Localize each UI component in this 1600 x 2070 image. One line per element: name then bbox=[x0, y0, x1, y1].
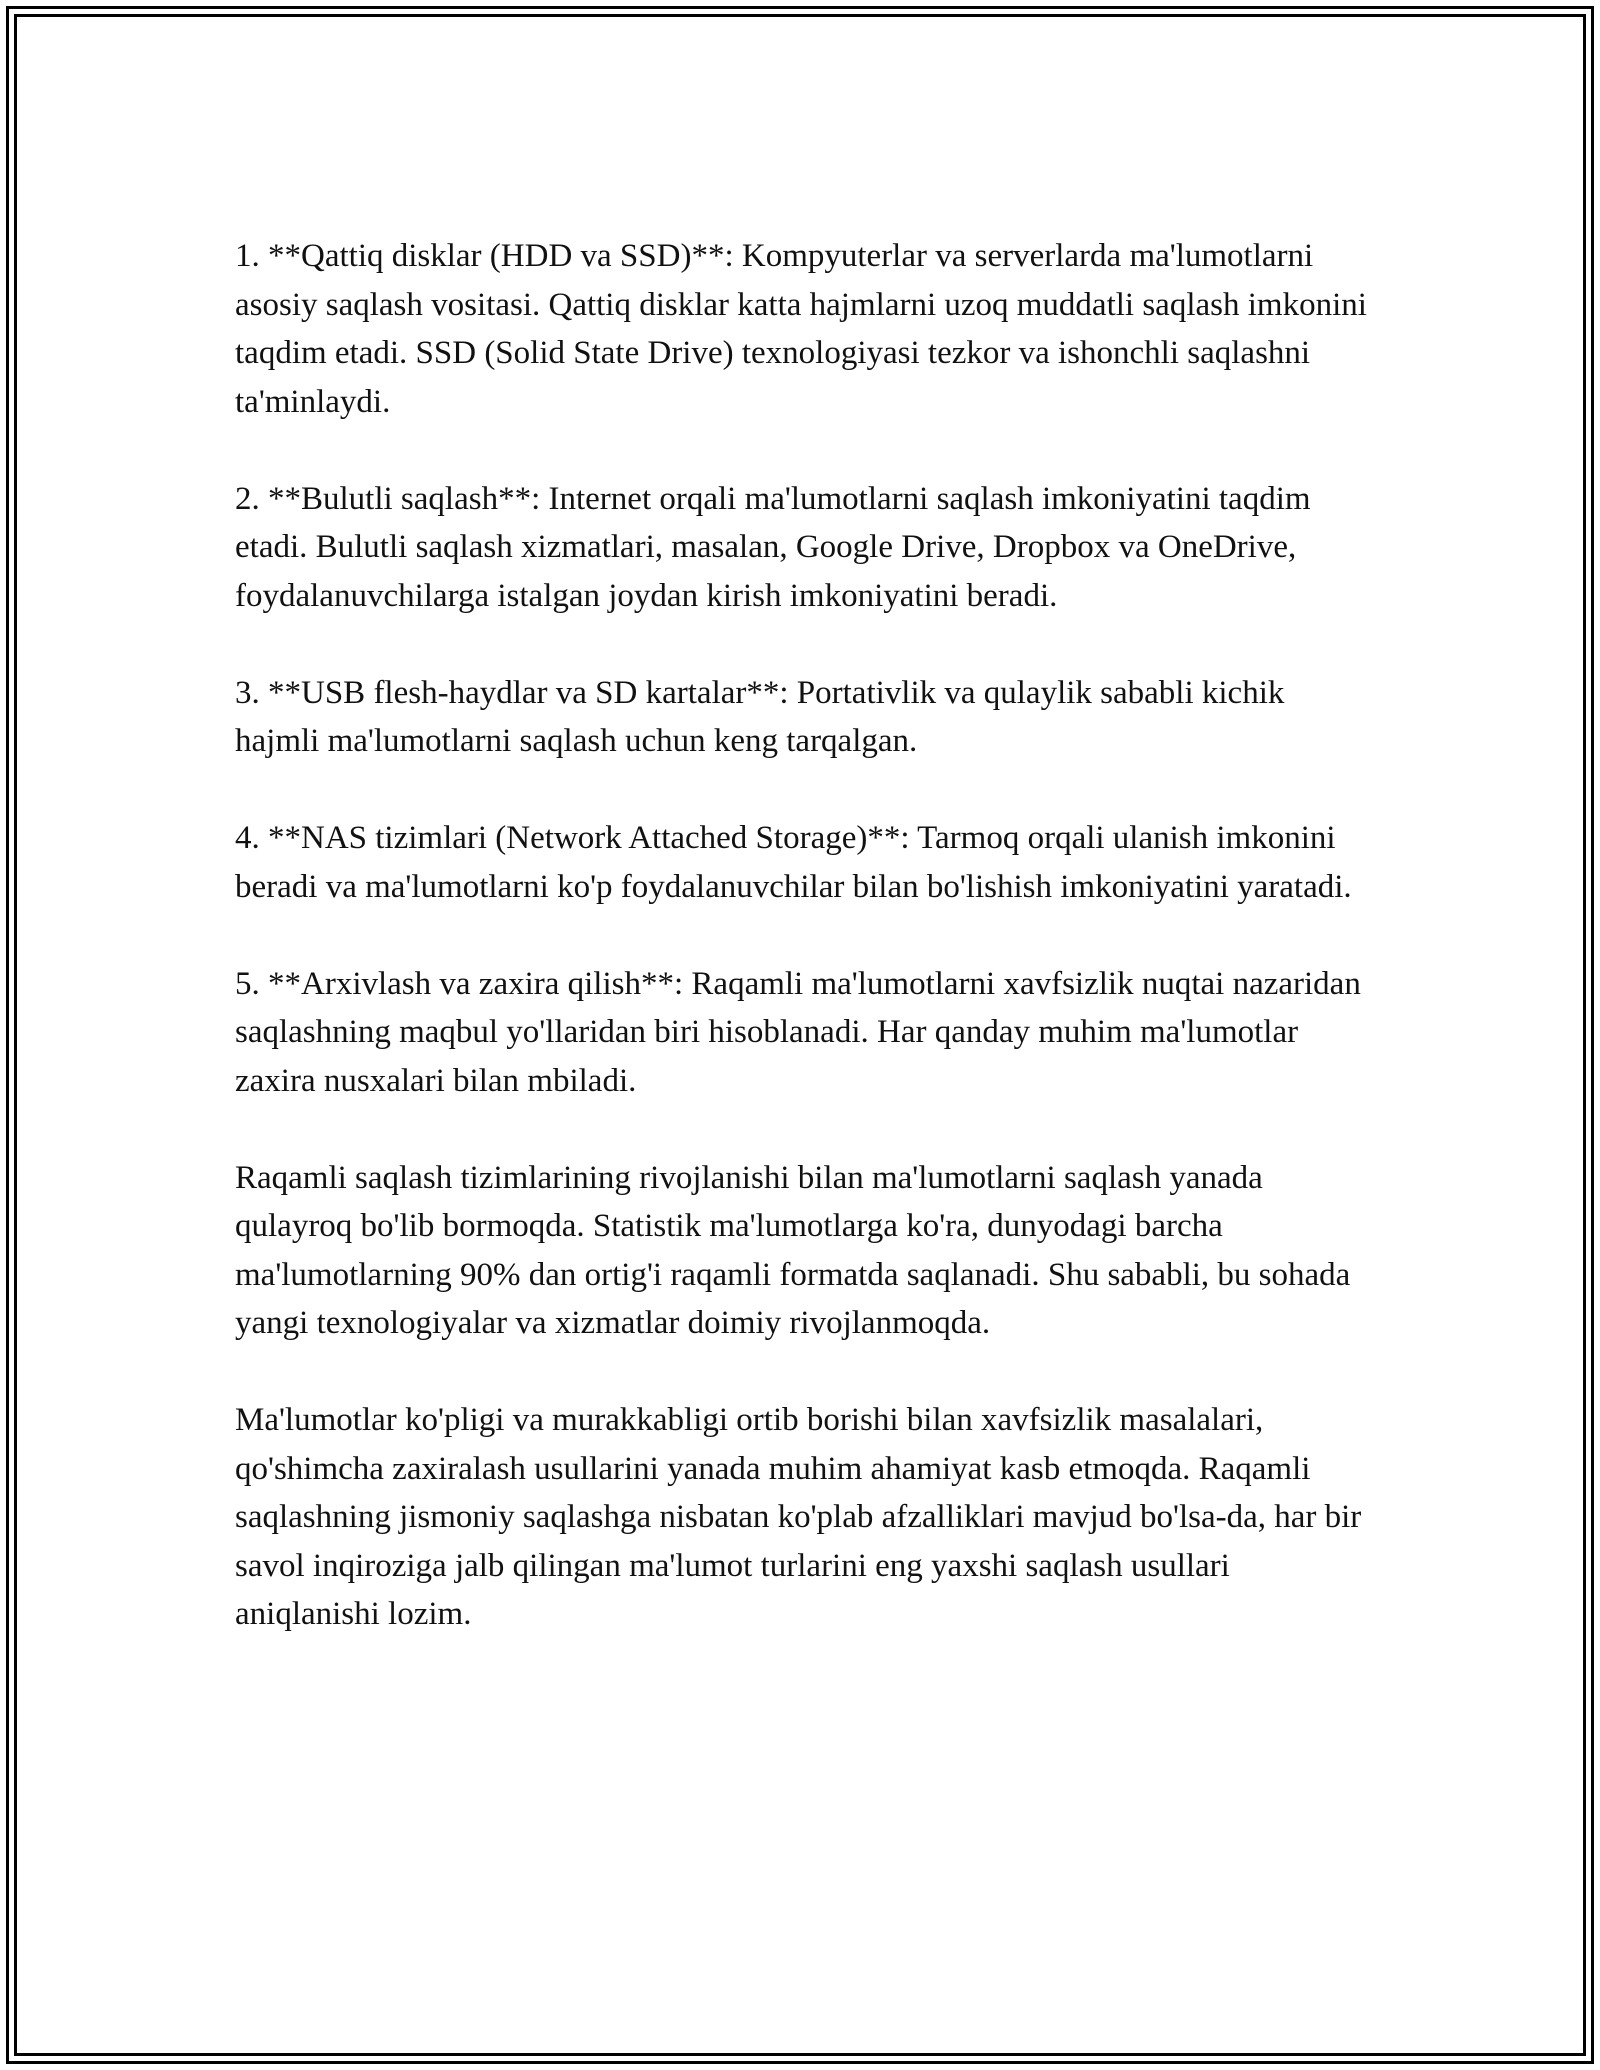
paragraph-cloud-storage: 2. **Bulutli saqlash**: Internet orqali ma'lumotlarni saqlash imkoniyatini taqdim etadi. Bulutli saqlash xizmatlari, masalan, Google Drive, Dropbox va OneDrive, foydalanuvchilarga istalgan joydan kirish imkoniyatini beradi. bbox=[235, 480, 1311, 614]
paragraph-usb-sd: 3. **USB flesh-haydlar va SD kartalar**: Portativlik va qulaylik sababli kichik hajmli ma'lumotlarni saqlash uchun keng tarqalgan. bbox=[235, 674, 1285, 759]
document-body bbox=[235, 232, 1375, 1639]
paragraph-nas: 4. **NAS tizimlari (Network Attached Storage)**: Tarmoq orqali ulanish imkonini beradi va ma'lumotlarni ko'p foydalanuvchilar bilan bo'lishish imkoniyatini yaratadi. bbox=[235, 820, 1352, 905]
paragraph-security: Ma'lumotlar ko'pligi va murakkabligi ortib borishi bilan xavfsizlik masalalari, qo'shimcha zaxiralash usullarini yanada muhim ahamiyat kasb etmoqda. Raqamli saqlashning jismoniy saqlashga nisbatan ko'plab afzalliklari mavjud bo'lsa-da, har bir savol inqiroziga jalb qilingan ma'lumot turlarini eng yaxshi saqlash usullari aniqlanishi lozim. bbox=[235, 1402, 1362, 1632]
paragraph-development: Raqamli saqlash tizimlarining rivojlanishi bilan ma'lumotlarni saqlash yanada qulayroq bo'lib bormoqda. Statistik ma'lumotlarga ko'ra, dunyodagi barcha ma'lumotlarning 90% dan ortig'i raqamli formatda saqlanadi. Shu sababli, bu sohada yangi texnologiyalar va xizmatlar doimiy rivojlanmoqda. bbox=[235, 1159, 1351, 1341]
paragraph-hard-disks: 1. **Qattiq disklar (HDD va SSD)**: Kompyuterlar va serverlarda ma'lumotlarni asosiy saqlash vositasi. Qattiq disklar katta hajmlarni uzoq muddatli saqlash imkonini taqdim etadi. SSD (Solid State Drive) texnologiyasi tezkor va ishonchli saqlashni ta'minlaydi. bbox=[235, 238, 1367, 420]
paragraph-backup: 5. **Arxivlash va zaxira qilish**: Raqamli ma'lumotlarni xavfsizlik nuqtai nazaridan saqlashning maqbul yo'llaridan biri hisoblanadi. Har qanday muhim ma'lumotlar zaxira nusxalari bilan mbiladi. bbox=[235, 965, 1361, 1099]
